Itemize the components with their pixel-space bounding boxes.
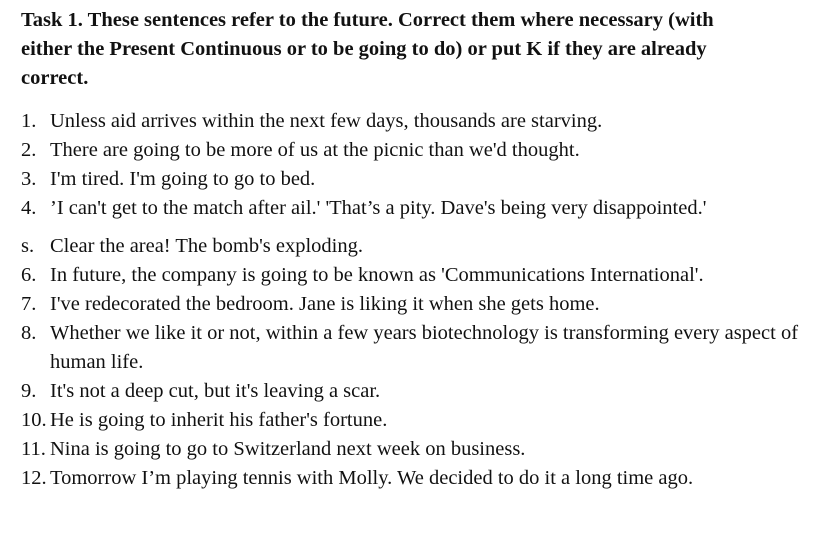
exercise-number: 3. [21,168,37,190]
task-heading-line: Task 1. These sentences refer to the future. Correct them where necessary (with [21,9,714,31]
exercise-item-9 [21,377,811,406]
exercise-item-8 [21,319,811,377]
exercise-sentence: I've redecorated the bedroom. Jane is liking it when she gets home. [50,293,600,315]
exercise-number: 11. [21,438,46,460]
exercise-item-4 [21,194,811,223]
exercise-list-group-2 [21,232,811,493]
exercise-sentence: I'm tired. I'm going to go to bed. [50,168,316,190]
exercise-sentence: Clear the area! The bomb's exploding. [50,235,363,257]
exercise-sentence: It's not a deep cut, but it's leaving a scar. [50,380,381,402]
exercise-item-10 [21,406,811,435]
task-heading-line: either the Present Continuous or to be going to do) or put K if they are already [21,38,707,60]
exercise-sentence: There are going to be more of us at the picnic than we'd thought. [50,139,580,161]
exercise-item-1 [21,107,811,136]
document-page [21,6,811,493]
exercise-number: 10. [21,409,47,431]
exercise-sentence: ’I can't get to the match after ail.' 'That’s a pity. Dave's being very disappointed.' [50,197,707,219]
exercise-item-12 [21,464,811,493]
exercise-number: 6. [21,264,37,286]
exercise-number: s. [21,235,35,257]
exercise-item-11 [21,435,811,464]
exercise-item-7 [21,290,811,319]
exercise-sentence: In future, the company is going to be known as 'Communications International'. [50,264,704,286]
exercise-item-3 [21,165,811,194]
exercise-number: 1. [21,110,37,132]
exercise-sentence: Tomorrow I’m playing tennis with Molly. We decided to do it a long time ago. [50,467,694,489]
exercise-list-group-1 [21,107,811,223]
task-heading [21,6,811,93]
exercise-sentence: He is going to inherit his father's fortune. [50,409,388,431]
task-heading-line: correct. [21,67,89,89]
exercise-number: 9. [21,380,37,402]
exercise-item-6 [21,261,811,290]
exercise-sentence: Nina is going to go to Switzerland next week on business. [50,438,526,460]
exercise-number: 2. [21,139,37,161]
exercise-item-2 [21,136,811,165]
exercise-item-5 [21,232,811,261]
exercise-number: 7. [21,293,37,315]
exercise-sentence: Unless aid arrives within the next few days, thousands are starving. [50,110,603,132]
exercise-number: 4. [21,197,37,219]
exercise-number: 12. [21,467,47,489]
exercise-sentence: Whether we like it or not, within a few years biotechnology is transforming every aspect of human life. [50,322,799,373]
exercise-number: 8. [21,322,37,344]
